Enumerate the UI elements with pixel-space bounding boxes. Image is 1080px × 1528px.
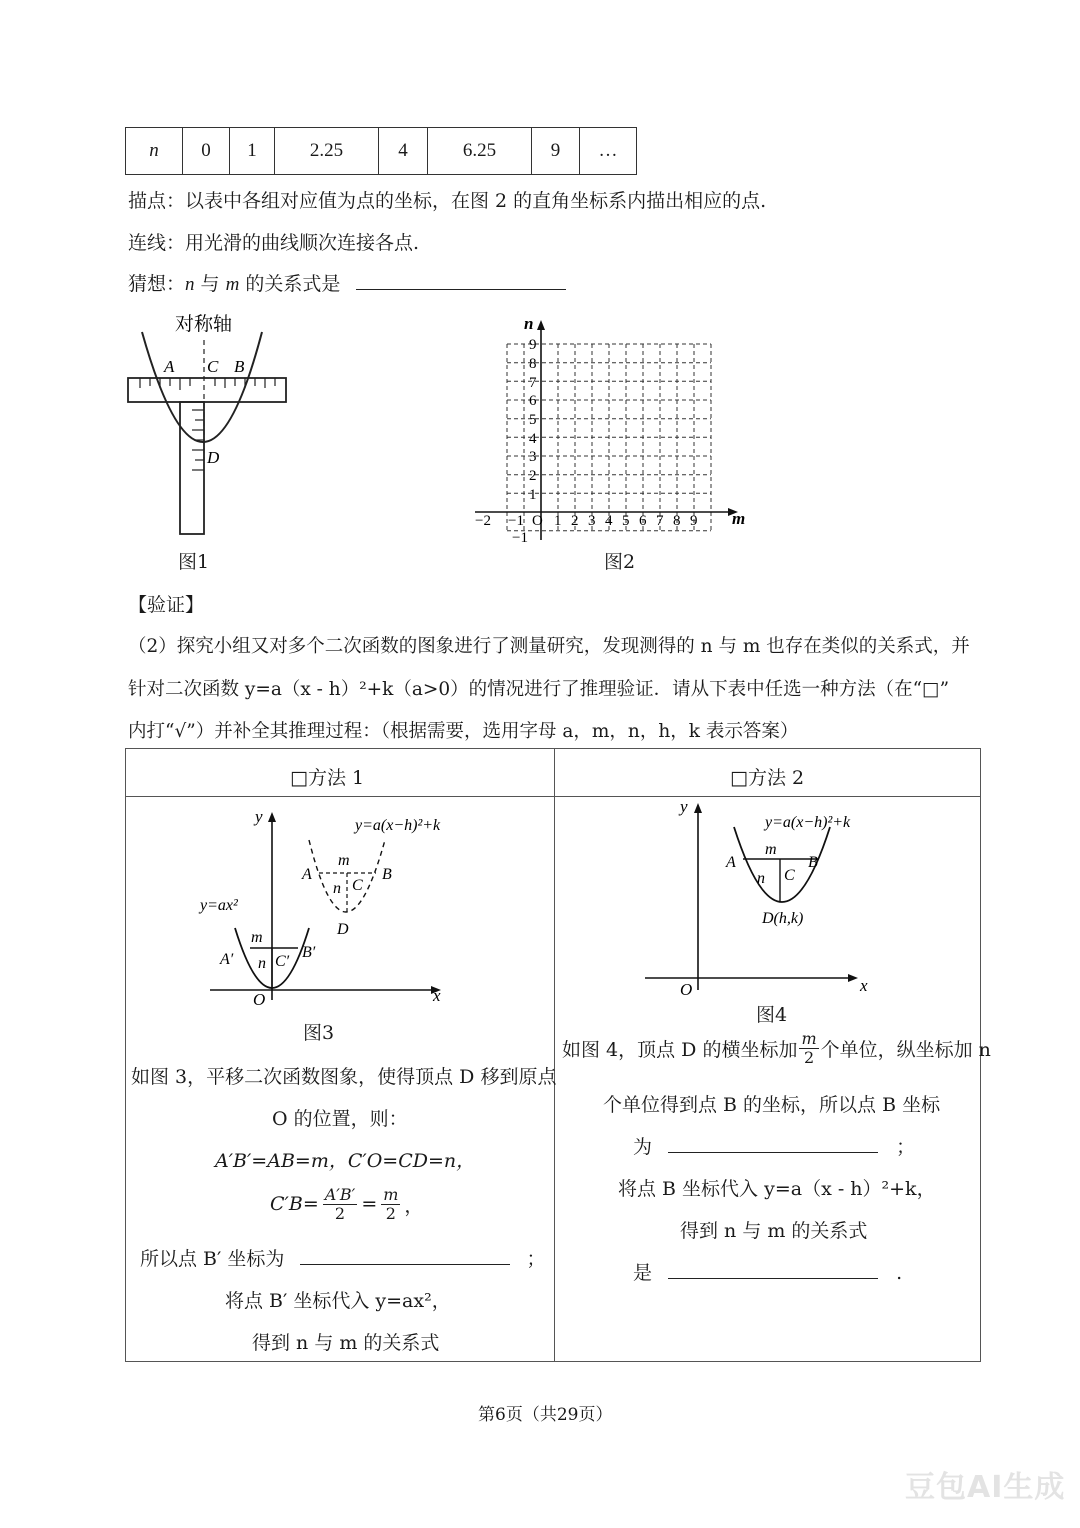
fig4-eq: y=a(x−h)²+k: [765, 814, 851, 831]
fig3-x-label: x: [433, 986, 441, 1005]
x-tick: 7: [656, 513, 664, 529]
fig3-eq-top: y=a(x−h)²+k: [355, 817, 441, 834]
m2-frac-num: m: [801, 1029, 817, 1048]
x-tick: 6: [639, 513, 647, 529]
fig3-label-m: m: [338, 852, 350, 869]
m1-frac1-num: A′B′: [324, 1185, 356, 1204]
m2-text-5: 得到 n 与 m 的关系式: [680, 1220, 868, 1242]
y-tick: −1: [512, 530, 528, 546]
fig3-y-label: y: [255, 807, 263, 826]
fig2-x-ticks: [475, 513, 698, 529]
figure-4: [640, 795, 890, 1000]
m1-eq-2: [270, 1186, 423, 1222]
table-header-n: n: [126, 128, 183, 175]
x-tick: 3: [588, 513, 596, 529]
m2-text-3-end: ；: [896, 1136, 916, 1158]
table-cell: 2.25: [275, 128, 379, 175]
column-divider: [554, 749, 555, 1361]
y-tick: 9: [529, 337, 537, 353]
fig4-label-m: m: [765, 841, 777, 858]
method-1-title[interactable]: □方法 1: [290, 767, 365, 789]
table-cell: 6.25: [428, 128, 532, 175]
fig4-label-b: B: [808, 854, 818, 871]
ruler-vertical: [180, 402, 204, 534]
step-plot: 描点：以表中各组对应值为点的坐标，在图 2 的直角坐标系内描出相应的点.: [128, 190, 767, 212]
x-tick: −2: [475, 513, 491, 529]
ruler-horizontal: [128, 378, 286, 402]
fig3-y-arrow: [268, 812, 276, 822]
m2-text-1b: 个单位，纵坐标加 n: [820, 1038, 991, 1061]
y-tick: 6: [529, 393, 537, 409]
fig4-label-d: D(h,k): [762, 910, 804, 927]
m1-frac2-num: m: [383, 1185, 399, 1204]
m1-text-5: 得到 n 与 m 的关系式: [252, 1332, 440, 1354]
table-cell: 0: [183, 128, 230, 175]
figure-3: [195, 800, 455, 1015]
m1-text-3-end: ；: [526, 1248, 546, 1270]
m1-text-4: 将点 B′ 坐标代入 y=ax²，: [225, 1290, 451, 1312]
verify-line-2: 针对二次函数 y=a（x - h）²+k（a>0）的情况进行了推理验证．请从下表中任选一种方法（在“□”: [128, 679, 950, 700]
fig3-label-n: n: [333, 880, 341, 897]
m2-relation-blank[interactable]: [668, 1278, 878, 1279]
fig1-axis-label: 对称轴: [175, 314, 233, 335]
figure-2: [470, 310, 760, 550]
m1-eq2-equals: =: [361, 1193, 378, 1216]
x-tick: 5: [622, 513, 630, 529]
fig3-label-c: C: [352, 877, 363, 894]
table-cell: 1: [230, 128, 275, 175]
fig3-label-a2: A′: [220, 951, 234, 968]
m1-text-1: 如图 3，平移二次函数图象，使得顶点 D 移到原点: [131, 1066, 557, 1088]
y-tick: 3: [529, 449, 537, 465]
y-tick: 7: [529, 375, 537, 391]
m2-text-6: [633, 1258, 902, 1285]
m2-fraction: [799, 1030, 818, 1066]
fig4-label-n: n: [757, 870, 765, 887]
m2-text-6-end: .: [896, 1262, 903, 1284]
fig2-n-arrow: [537, 320, 545, 330]
fig4-label-c: C: [784, 867, 795, 884]
verify-heading: 【验证】: [128, 594, 205, 616]
fig3-origin: O: [253, 990, 266, 1009]
fig1-point-a: A: [164, 357, 175, 376]
fig4-y-arrow: [694, 803, 702, 813]
m1-frac2-den: 2: [385, 1203, 396, 1223]
y-tick: 4: [529, 431, 537, 447]
m2-coordinate-blank[interactable]: [668, 1152, 878, 1153]
x-tick: 8: [673, 513, 681, 529]
fig3-label-m2: m: [251, 929, 263, 946]
watermark: 豆包AI生成: [905, 1470, 1066, 1505]
fig2-origin: O: [532, 513, 543, 529]
fig1-point-c: C: [207, 357, 219, 376]
fig1-point-b: B: [234, 357, 245, 376]
y-tick: 2: [529, 468, 537, 484]
x-tick: 4: [605, 513, 613, 529]
m2-frac-den: 2: [803, 1047, 815, 1067]
guess-mid2: 的关系式是: [239, 273, 341, 295]
m1-text-2: O 的位置，则：: [272, 1108, 408, 1130]
m1-fraction-2: [381, 1186, 400, 1222]
verify-line-3: 内打“√”）并补全其推理过程：（根据需要，选用字母 a，m，n，h，k 表示答案）: [128, 721, 799, 742]
guess-answer-blank[interactable]: [356, 289, 566, 290]
fig2-n-label: n: [524, 314, 534, 333]
m2-text-3: [633, 1132, 915, 1159]
m1-frac1-den: 2: [334, 1203, 346, 1223]
table-cell: …: [580, 128, 637, 175]
value-table: [125, 127, 637, 175]
m1-coordinate-blank[interactable]: [300, 1264, 510, 1265]
fig3-label-b: B: [382, 866, 392, 883]
fig3-label-c2: C′: [275, 953, 290, 970]
m1-eq-1: A′B′=AB=m，C′O=CD=n，: [215, 1150, 476, 1172]
step-guess: [128, 269, 566, 296]
guess-prefix: 猜想：: [128, 273, 186, 295]
m2-text-4: 将点 B 坐标代入 y=a（x - h）²+k，: [618, 1178, 936, 1200]
y-tick: 1: [529, 487, 537, 503]
table-cell: 9: [532, 128, 580, 175]
fig4-label: 图4: [756, 1004, 788, 1026]
fig3-label-b2: B′: [302, 944, 316, 961]
m2-text-1a: 如图 4，顶点 D 的横坐标加: [562, 1038, 798, 1061]
x-tick: −1: [508, 513, 524, 529]
method-2-title[interactable]: □方法 2: [730, 767, 805, 789]
m2-text-2: 个单位得到点 B 的坐标，所以点 B 坐标: [603, 1094, 941, 1116]
fig3-label: 图3: [303, 1022, 335, 1044]
fig1-label: 图1: [178, 551, 210, 573]
m2-text-3-label: 为: [633, 1136, 653, 1158]
fig4-x-arrow: [848, 974, 858, 982]
m1-fraction-1: [323, 1186, 358, 1222]
m2-text-1: [562, 1030, 991, 1066]
fig3-label-a: A: [302, 866, 312, 883]
step-connect: 连线：用光滑的曲线顺次连接各点.: [128, 232, 420, 254]
fig2-label: 图2: [604, 551, 636, 573]
fig4-y-label: y: [680, 797, 688, 816]
fig2-m-label: m: [732, 509, 746, 528]
verify-line-1: （2）探究小组又对多个二次函数的图象进行了测量研究，发现测得的 n 与 m 也存在类似的关系式，并: [128, 636, 970, 657]
fig1-point-d: D: [207, 448, 220, 467]
var-m: m: [225, 274, 240, 295]
m1-text-3-label: 所以点 B′ 坐标为: [140, 1248, 285, 1270]
m1-text-3: [140, 1244, 545, 1271]
fig1-parabola: [142, 332, 262, 442]
fig4-origin: O: [680, 980, 693, 999]
fig4-label-a: A: [726, 854, 736, 871]
m1-eq2-lhs: C′B=: [270, 1193, 319, 1216]
x-tick: 9: [690, 513, 698, 529]
fig3-label-d: D: [337, 921, 349, 938]
x-tick: 1: [554, 513, 562, 529]
fig2-grid: [507, 344, 711, 531]
fig4-x-label: x: [860, 976, 868, 995]
y-tick: 8: [529, 356, 537, 372]
m1-eq2-end: ，: [404, 1194, 424, 1217]
fig3-eq-bottom: y=ax²: [200, 897, 238, 914]
m2-text-6-label: 是: [633, 1262, 653, 1284]
guess-mid1: 与: [194, 273, 226, 295]
figure-1: [120, 310, 300, 580]
fig3-label-n2: n: [258, 955, 266, 972]
page-footer: 第6页（共29页）: [478, 1405, 613, 1425]
table-cell: 4: [379, 128, 428, 175]
x-tick: 2: [571, 513, 579, 529]
var-n: n: [185, 274, 195, 295]
y-tick: 5: [529, 412, 537, 428]
